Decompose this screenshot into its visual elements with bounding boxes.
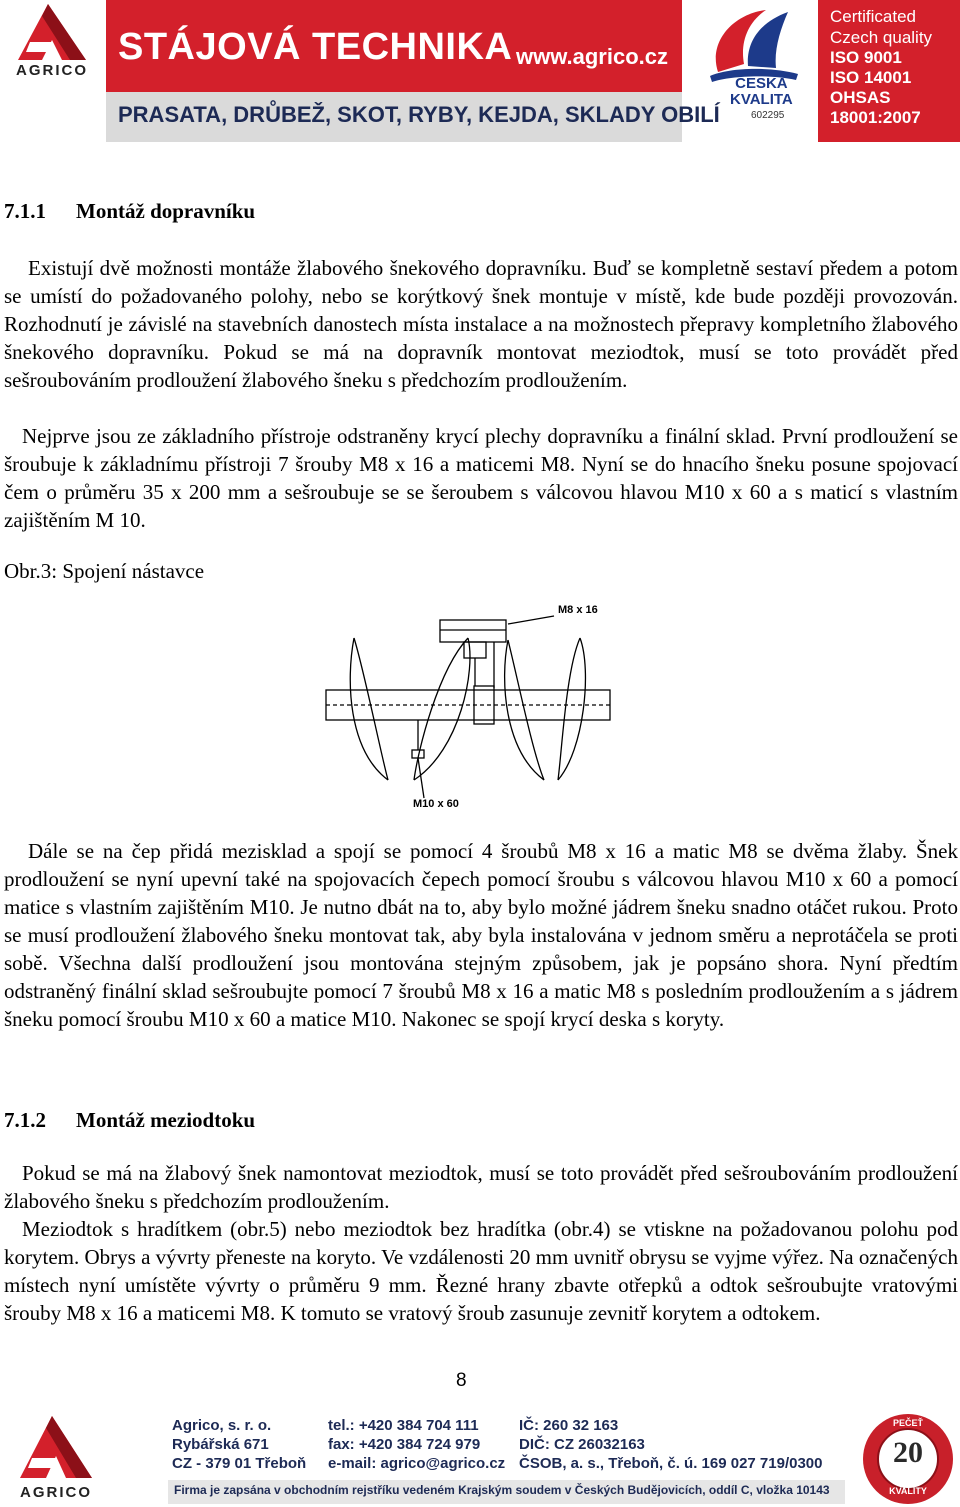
cert-line-2: Czech quality [830, 28, 933, 47]
figure-label-top: M8 x 16 [558, 604, 598, 616]
cert-line-3: ISO 9001 [830, 48, 902, 67]
page-header [0, 0, 960, 142]
section-number: 7.1.2 [4, 1108, 46, 1132]
footer-phone: tel.: +420 384 704 111 [328, 1417, 479, 1434]
paragraph-4: Pokud se má na žlabový šnek namontovat meziodtok, musí se toto provádět před sešroubováním prodloužení žlabového šneku s předchozím prodloužením. [4, 1161, 958, 1213]
logo-wordmark: AGRICO [16, 62, 88, 79]
figure-label-bottom: M10 x 60 [413, 798, 459, 810]
seal-number: 20 [893, 1436, 923, 1469]
footer-email[interactable]: e-mail: agrico@agrico.cz [328, 1455, 506, 1472]
seal-bottom-text: KVALITY [889, 1486, 927, 1496]
cert-line-1: Certificated [830, 7, 916, 26]
footer-ic: IČ: 260 32 163 [519, 1417, 619, 1434]
seal-top-text: PEČEŤ [892, 1418, 923, 1428]
footer-company: Agrico, s. r. o. [172, 1417, 272, 1434]
paragraph-5: Meziodtok s hradítkem (obr.5) nebo meziodtok bez hradítka (obr.4) se vtiskne na požadovanou polohu pod korytem. Obrys a vývrty přeneste na koryto. Ve vzdálenosti 20 mm uvnitř obrysu se vyjme výřez. Na označených místech nyní umístěte vývrty o průměru 9 mm. Řezné hrany zbavte otřepků a odtok sešroubujte vratovými šrouby M8 x 16 a maticemi M8. K tomuto se vratový šroub zasunuje zevnitř korytem a odtokem. [4, 1217, 958, 1325]
figure-caption: Obr.3: Spojení nástavce [4, 559, 205, 583]
section-number: 7.1.1 [4, 199, 46, 223]
section-title: Montáž dopravníku [76, 199, 256, 223]
footer-ids [519, 1416, 823, 1473]
header-subbanner [106, 92, 720, 142]
section-heading-7-1-2 [4, 1108, 255, 1133]
paragraph-2: Nejprve jsou ze základního přístroje odstraněny krycí plechy dopravníku a finální sklad. První prodloužení se šroubuje k základnímu přístroji 7 šrouby M8 x 16 a maticemi M8. Nyní se do hnacího šneku posune spojovací čem o průměru 35 x 200 mm a sešroubuje se se šeroubem s válcovou hlavou M10 x 60 a s maticí s vlastním zajištěním M 10. [4, 424, 958, 532]
section-heading-7-1-1 [4, 199, 255, 224]
website-link[interactable]: www.agrico.cz [515, 44, 668, 69]
footer-street: Rybářská 671 [172, 1436, 269, 1453]
header-subtitle: PRASATA, DRŮBEŽ, SKOT, RYBY, KEJDA, SKLADY OBILÍ [118, 102, 720, 127]
footer-city: CZ - 379 01 Třeboň [172, 1455, 307, 1472]
page-number: 8 [456, 1370, 467, 1391]
banner-title: STÁJOVÁ TECHNIKA [118, 26, 513, 68]
footer-fax: fax: +420 384 724 979 [328, 1436, 481, 1453]
cert-line-5: OHSAS [830, 88, 891, 107]
cert-line-6: 18001:2007 [830, 108, 921, 127]
header-banner [106, 0, 682, 92]
auger-connection-figure [318, 600, 618, 815]
quality-label [730, 76, 793, 108]
quality-label-line1: ČESKÁ [735, 75, 788, 92]
footer-wordmark: AGRICO [20, 1484, 92, 1501]
section-title: Montáž meziodtoku [76, 1108, 256, 1132]
certification-box [818, 0, 960, 142]
quality-label-line2: KVALITA [730, 91, 793, 108]
footer-contacts [328, 1416, 505, 1473]
footer-registry-bar [168, 1480, 845, 1504]
cert-line-4: ISO 14001 [830, 68, 912, 87]
footer-address [172, 1416, 306, 1473]
footer-bank: ČSOB, a. s., Třeboň, č. ú. 169 027 719/0300 [519, 1455, 823, 1472]
paragraph-1: Existují dvě možnosti montáže žlabového šnekového dopravníku. Buď se kompletně sestaví předem a potom se umístí do požadovaného polohy, nebo se korýtkový šnek montuje v místě, kde bude později provozován. Rozhodnutí je závislé na stavebních danostech místa instalace a na možnostech přepravy kompletního žlabového šnekového dopravníku. Pokud se má na dopravník montovat meziodtok, musí se toto provádět před sešroubováním prodloužení žlabového šneku s předchozím prodloužením. [4, 256, 958, 392]
footer-registry: Firma je zapsána v obchodním rejstříku vedeném Krajským soudem v Českých Budějovicích, oddíl C, vložka 10143 [174, 1483, 830, 1497]
quality-number: 602295 [751, 110, 785, 121]
footer-dic: DIČ: CZ 26032163 [519, 1436, 645, 1453]
paragraph-3: Dále se na čep přidá mezisklad a spojí se pomocí 4 šroubů M8 x 16 a matic M8 se dvěma žlaby. Šnek prodloužení se nyní upevní také na spojovacích čepech pomocí šroubu s válcovou hlavou M10 x 60 a pomocí matice s vlastním zajištěním M10. Je nutno dbát na to, aby bylo možné jádrem šneku snadno otáčet rukou. Proto se musí prodloužení žlabového šneku montovat tak, aby byla instalována v jednom směru a neprotáčela se proti sobě. Všechna další prodloužení jsou montována stejným způsobem, jak je popsáno shora. Nyní předtím odstraněný finální sklad sešroubujte pomocí 7 šroubů M8 x 16 a matic M8 s posledním prodloužením a s jádrem šneku pomocí šroubu M10 x 60 a matice M10. Nakonec se spojí krycí deska s koryty. [4, 839, 958, 1031]
auger-diagram-icon [318, 600, 618, 815]
